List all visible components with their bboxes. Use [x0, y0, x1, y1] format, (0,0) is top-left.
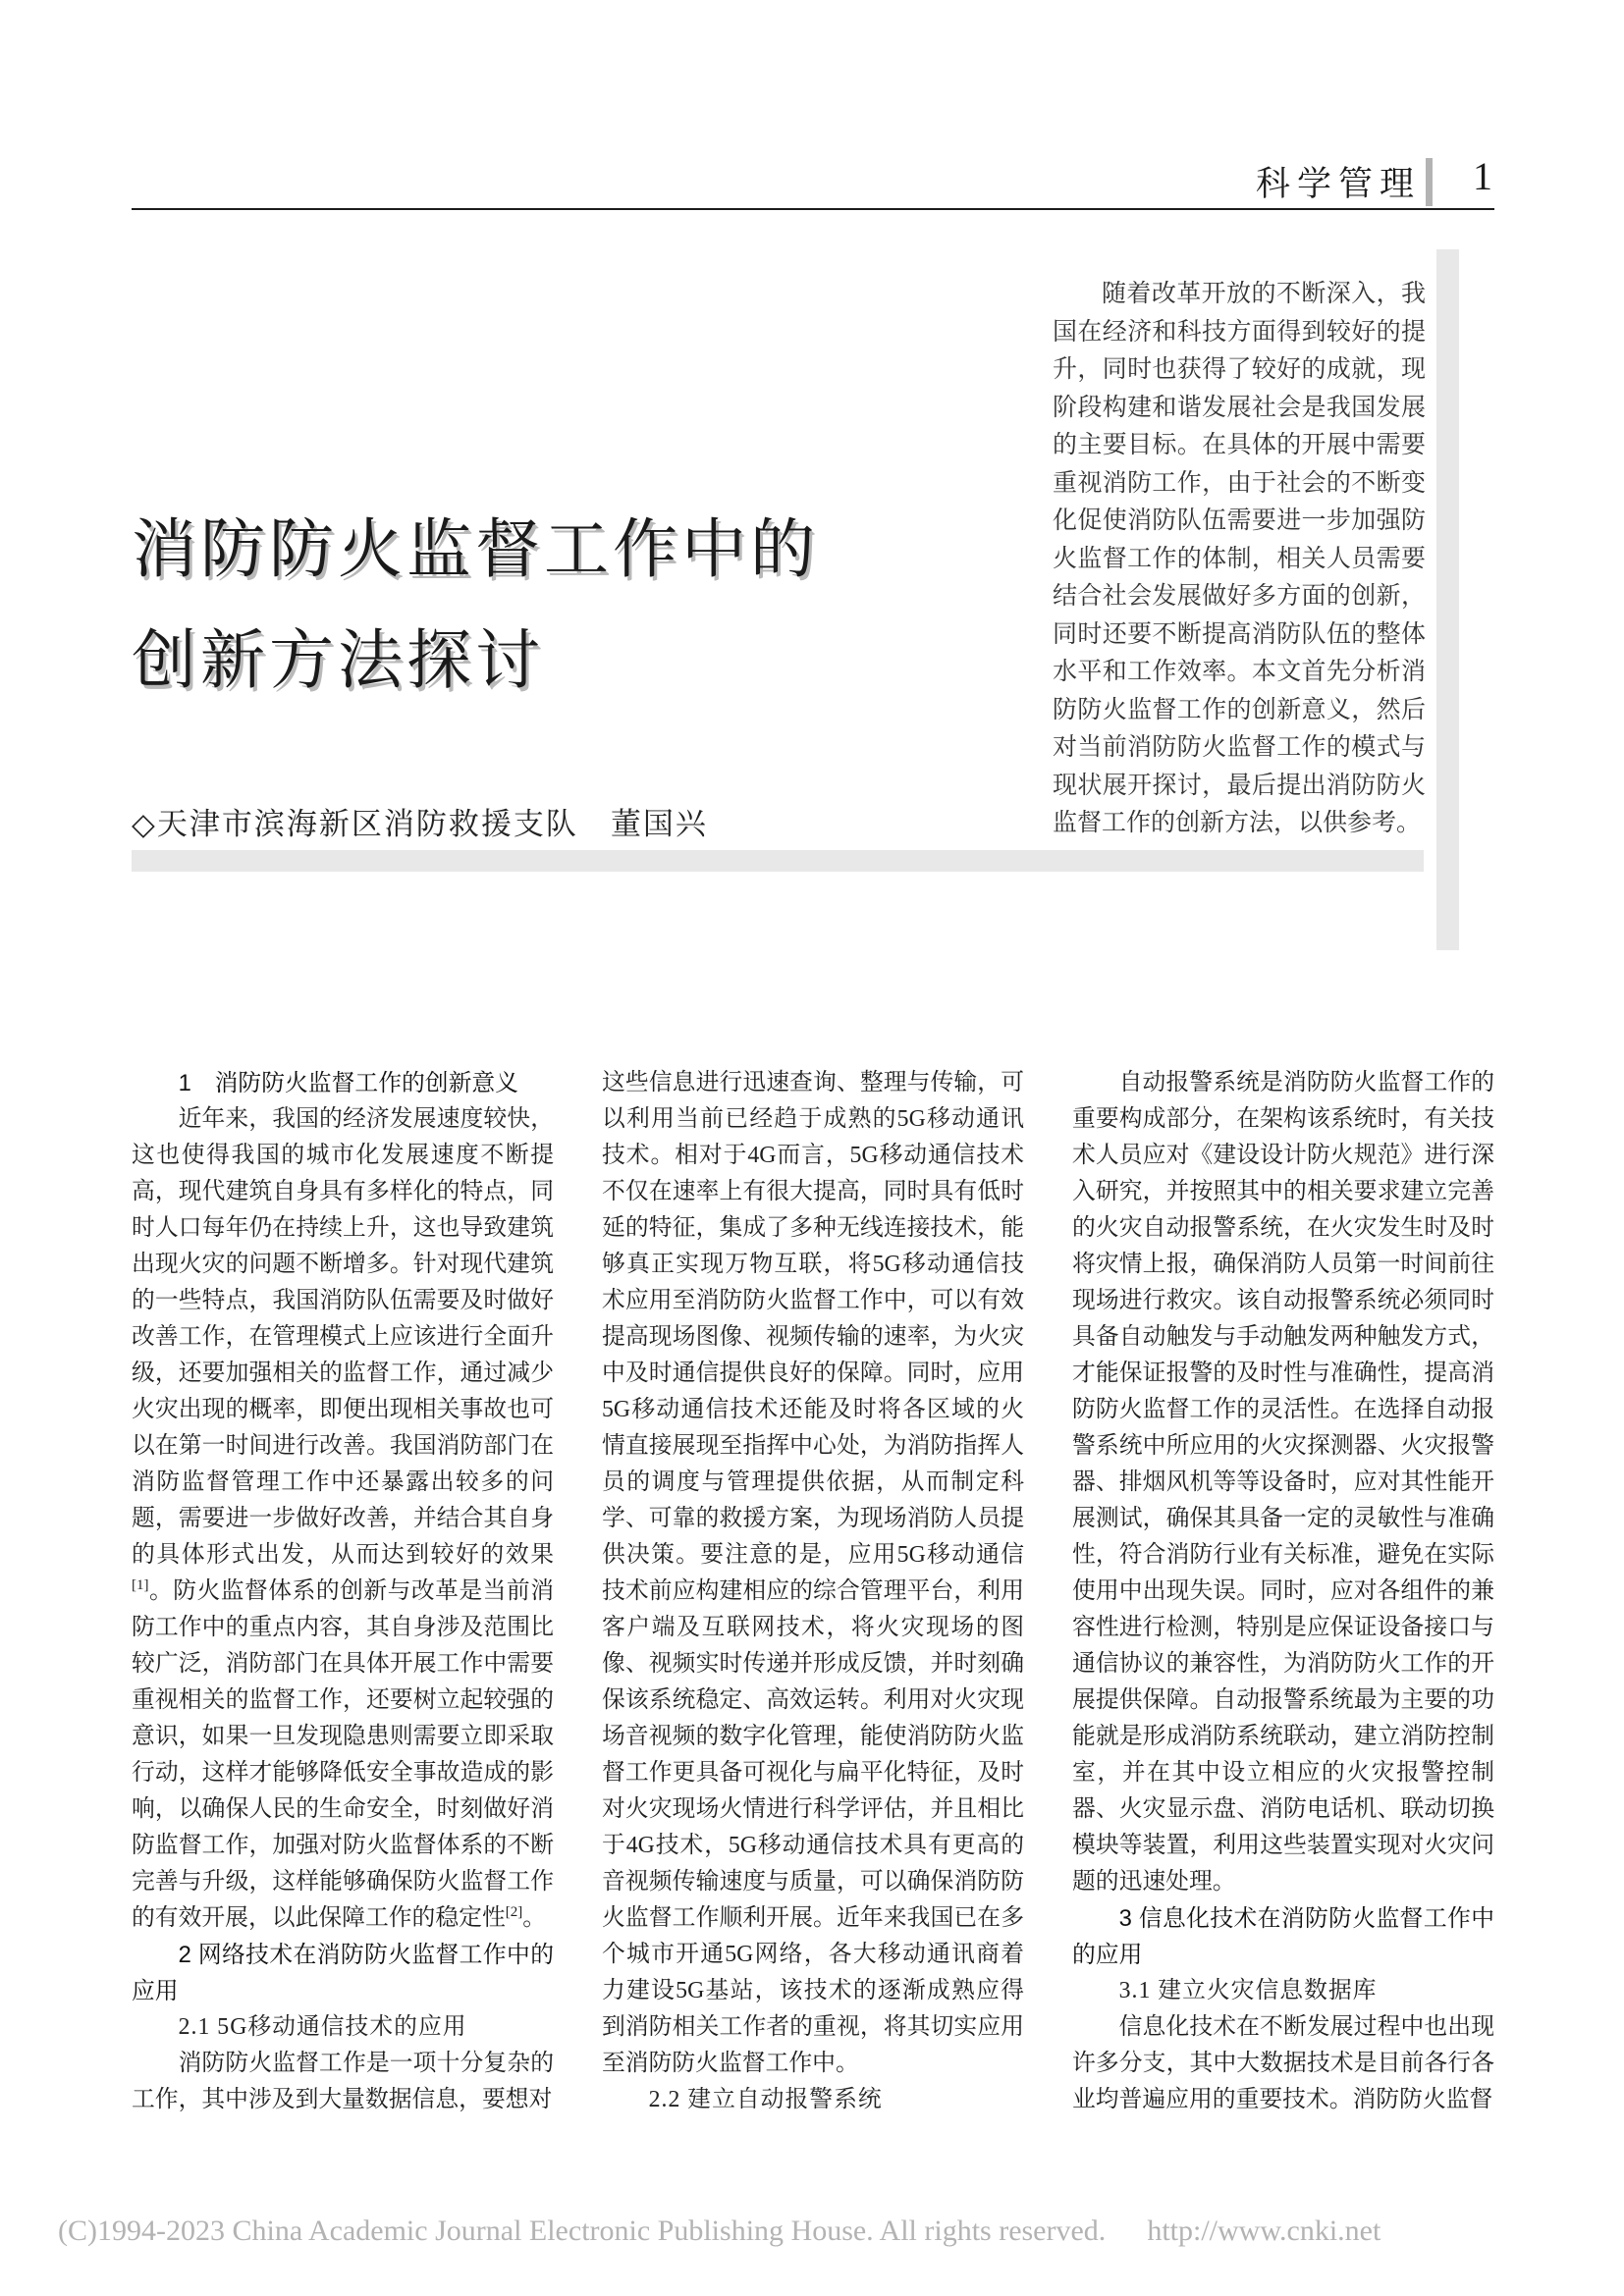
paragraph-2: 消防防火监督工作是一项十分复杂的工作，其中涉及到大量数据信息，要想对 — [132, 2051, 554, 2112]
header-rule — [132, 208, 1494, 210]
page-number: 1 — [1473, 154, 1492, 198]
header-divider — [1426, 158, 1433, 206]
page-footer — [58, 2215, 1531, 2248]
cnki-url: http://www.cnki.net — [1147, 2215, 1381, 2247]
paragraph-1-text-c: 。 — [522, 1905, 547, 1931]
column-2 — [602, 1065, 1024, 2118]
footnote-ref-1: [1] — [132, 1577, 149, 1594]
column-1 — [132, 1065, 554, 2118]
author-affiliation: ◇天津市滨海新区消防救援支队 董国兴 — [132, 807, 708, 841]
paragraph-1-text-b: 。防火监督体系的创新与改革是当前消防工作中的重点内容，其自身涉及范围比较广泛，消防部门在具体开展工作中需要重视相关的监督工作，还要树立起较强的意识，如果一旦发现隐患则需要立即采取行动，这样才能够降低安全事故造成的影响，以确保人民的生命安全，时刻做好消防监督工作，加强对防火监督体系的不断完善与升级，这样能够确保防火监督工作的有效开展，以此保障工作的稳定性 — [132, 1578, 554, 1931]
article-title — [132, 494, 819, 716]
abstract-text: 随着改革开放的不断深入，我国在经济和科技方面得到较好的提升，同时也获得了较好的成就，现阶段构建和谐发展社会是我国发展的主要目标。在具体的开展中需要重视消防工作，由于社会的不断变化促使消防队伍需要进一步加强防火监督工作的体制，相关人员需要结合社会发展做好多方面的创新，同时还要不断提高消防队伍的整体水平和工作效率。本文首先分析消防防火监督工作的创新意义，然后对当前消防防火监督工作的模式与现状展开探讨，最后提出消防防火监督工作的创新方法，以供参考。 — [1053, 281, 1426, 836]
title-line-1: 消防防火监督工作中的 — [132, 512, 819, 585]
section-divider-band — [132, 850, 1424, 872]
sidebar-accent-bar — [1436, 249, 1459, 950]
heading-section-2: 2 网络技术在消防防火监督工作中的应用 — [132, 1942, 554, 2004]
copyright-text: (C)1994-2023 China Academic Journal Electronic Publishing House. All rights reserved. — [58, 2215, 1107, 2247]
paragraph-3: 这些信息进行迅速查询、整理与传输，可以利用当前已经趋于成熟的5G移动通讯技术。相对于4G而言，5G移动通信技术不仅在速率上有很大提高，同时具有低时延的特征，集成了多种无线连接技术，能够真正实现万物互联，将5G移动通信技术应用至消防防火监督工作中，可以有效提高现场图像、视频传输的速率，为火灾中及时通信提供良好的保障。同时，应用5G移动通信技术还能及时将各区域的火情直接展现至指挥中心处，为消防指挥人员的调度与管理提供依据，从而制定科学、可靠的救援方案，为现场消防人员提供决策。要注意的是，应用5G移动通信技术前应构建相应的综合管理平台，利用客户端及互联网技术，将火灾现场的图像、视频实时传递并形成反馈，并时刻确保该系统稳定、高效运转。利用对火灾现场音视频的数字化管理，能使消防防火监督工作更具备可视化与扁平化特征，及时对火灾现场火情进行科学评估，并且相比于4G技术，5G移动通信技术具有更高的音视频传输速度与质量，可以确保消防防火监督工作顺利开展。近年来我国已在多个城市开通5G网络，各大移动通讯商着力建设5G基站，该技术的逐渐成熟应得到消防相关工作者的重视，将其切实应用至消防防火监督工作中。 — [602, 1070, 1024, 2076]
paragraph-5: 信息化技术在不断发展过程中也出现许多分支，其中大数据技术是目前各行各业均普遍应用的重要技术。消防防火监督 — [1072, 2014, 1494, 2112]
paragraph-4: 自动报警系统是消防防火监督工作的重要构成部分，在架构该系统时，有关技术人员应对《建设设计防火规范》进行深入研究，并按照其中的相关要求建立完善的火灾自动报警系统，在火灾发生时及时将灾情上报，确保消防人员第一时间前往现场进行救灾。该自动报警系统必须同时具备自动触发与手动触发两种触发方式，才能保证报警的及时性与准确性，提高消防防火监督工作的灵活性。在选择自动报警系统中所应用的火灾探测器、火灾报警器、排烟风机等等设备时，应对其性能开展测试，确保其具备一定的灵敏性与准确性，符合消防行业有关标准，避免在实际使用中出现失误。同时，应对各组件的兼容性进行检测，特别是应保证设备接口与通信协议的兼容性，为消防防火工作的开展提供保障。自动报警系统最为主要的功能就是形成消防系统联动，建立消防控制室，并在其中设立相应的火灾报警控制器、火灾显示盘、消防电话机、联动切换模块等装置，利用这些装置实现对火灾问题的迅速处理。 — [1072, 1070, 1494, 1895]
heading-section-2-1: 2.1 5G移动通信技术的应用 — [178, 2014, 467, 2040]
paragraph-1 — [132, 1101, 554, 1937]
title-line-2: 创新方法探讨 — [132, 623, 544, 696]
footnote-ref-2: [2] — [505, 1904, 523, 1921]
heading-section-3: 3 信息化技术在消防防火监督工作中的应用 — [1072, 1905, 1494, 1968]
journal-section-label: 科学管理 — [1255, 165, 1421, 203]
heading-section-3-1: 3.1 建立火灾信息数据库 — [1118, 1978, 1378, 2003]
heading-section-2-2: 2.2 建立自动报警系统 — [648, 2087, 883, 2112]
column-3 — [1072, 1065, 1494, 2118]
heading-section-1: 1 消防防火监督工作的创新意义 — [178, 1070, 518, 1096]
body-columns — [132, 1065, 1494, 2118]
paragraph-1-text-a: 近年来，我国的经济发展速度较快，这也使得我国的城市化发展速度不断提高，现代建筑自身具有多样化的特点，同时人口每年仍在持续上升，这也导致建筑出现火灾的问题不断增多。针对现代建筑的一些特点，我国消防队伍需要及时做好改善工作，在管理模式上应该进行全面升级，还要加强相关的监督工作，通过减少火灾出现的概率，即便出现相关事故也可以在第一时间进行改善。我国消防部门在消防监督管理工作中还暴露出较多的问题，需要进一步做好改善，并结合其自身的具体形式出发，从而达到较好的效果 — [132, 1106, 554, 1568]
